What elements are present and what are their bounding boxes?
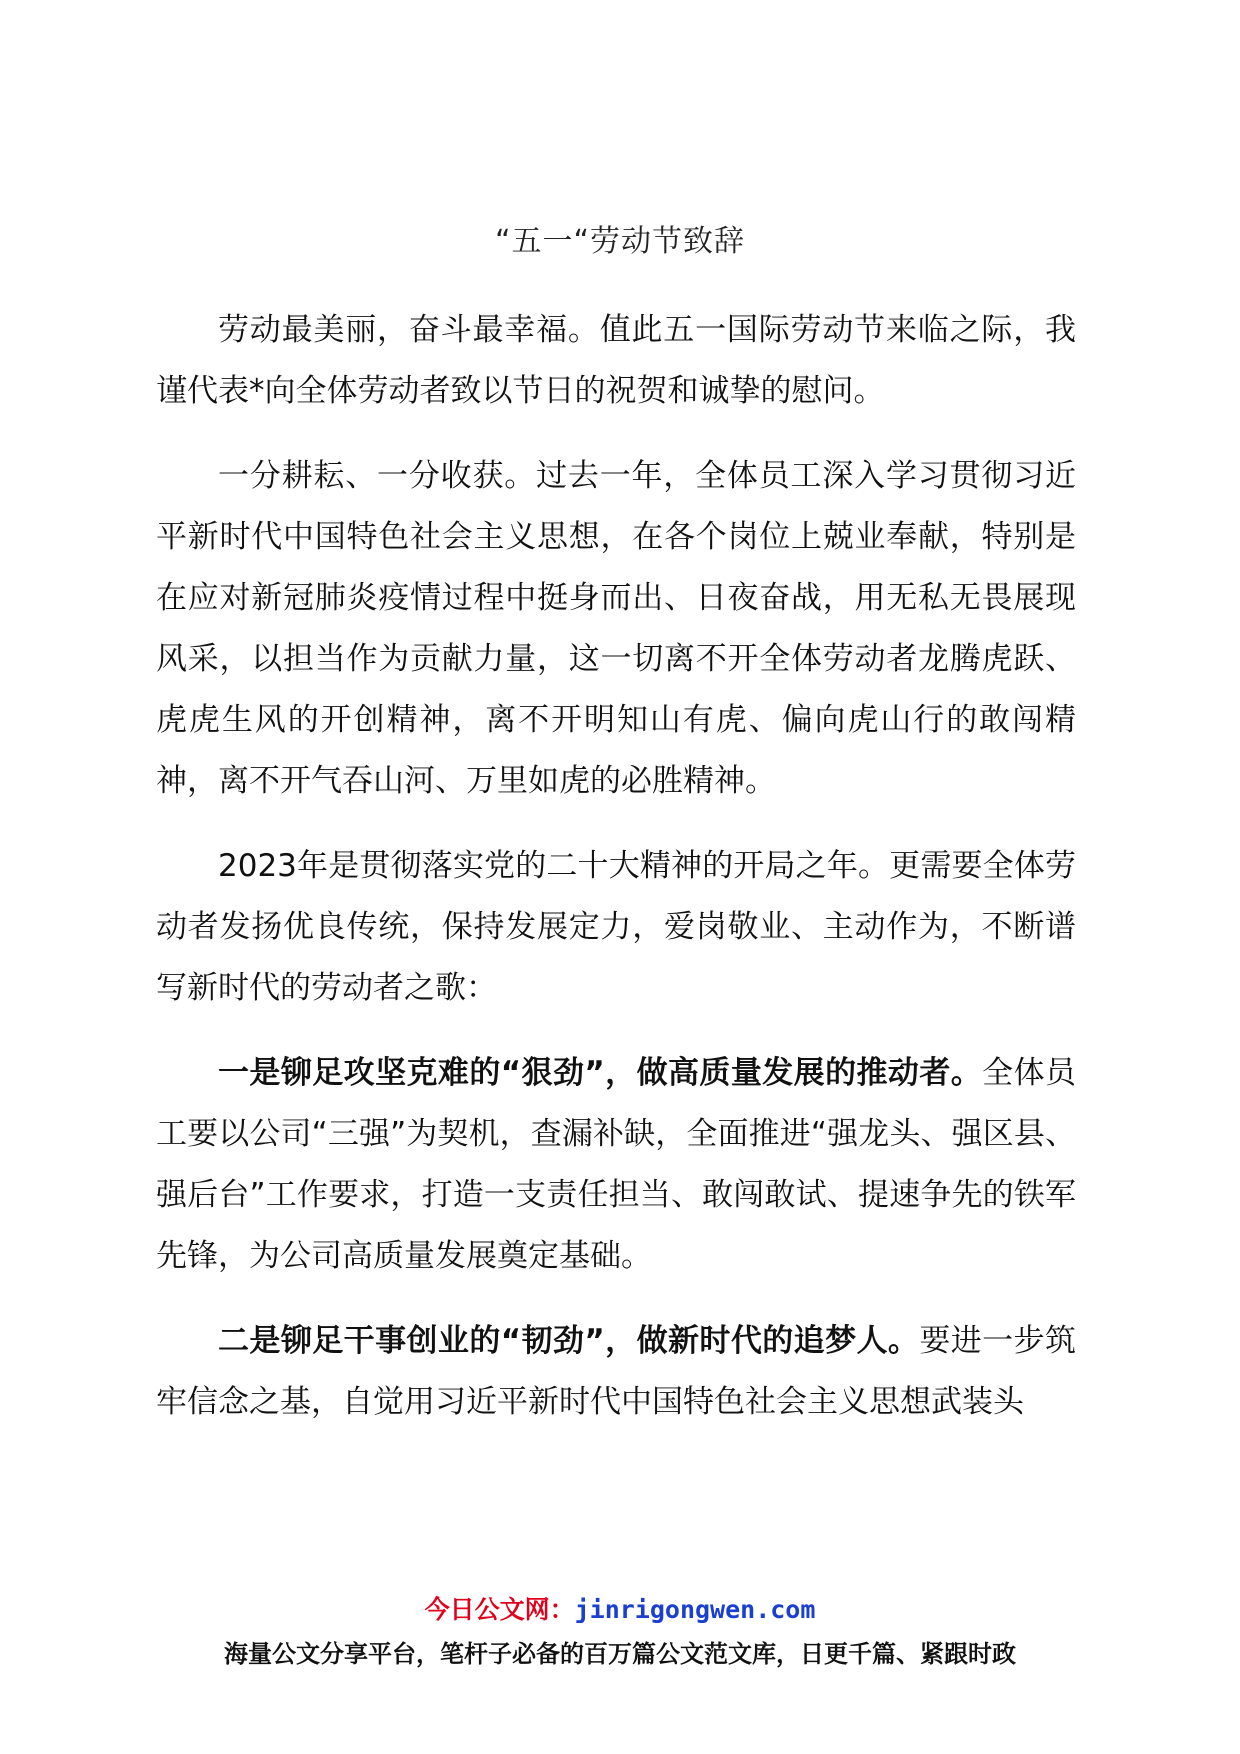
paragraph-text: 2023年是贯彻落实党的二十大精神的开局之年。更需要全体劳动者发扬优良传统，保持发展定力，爱岗敬业、主动作为，不断谱写新时代的劳动者之歌： — [156, 848, 1076, 1006]
footer-slogan: 海量公文分享平台，笔杆子必备的百万篇公文范文库，日更千篇、紧跟时政 — [224, 1640, 1016, 1668]
paragraph-lead-bold: 二是铆足干事创业的“韧劲”，做新时代的追梦人。 — [218, 1323, 920, 1359]
paragraph-text: 劳动最美丽，奋斗最幸福。值此五一国际劳动节来临之际，我谨代表*向全体劳动者致以节日的祝贺和诚挚的慰问。 — [156, 312, 1076, 409]
paragraph-lead-bold: 一是铆足攻坚克难的“狠劲”，做高质量发展的推动者。 — [218, 1055, 983, 1091]
footer-site-name: 今日公文网： — [424, 1595, 575, 1624]
paragraph-text: 要进一步筑牢信念之基，自觉用习近平新时代中国特色社会主义思想武装头 — [156, 1323, 1077, 1420]
footer-site-line — [0, 1594, 1240, 1626]
paragraph-text: 一分耕耘、一分收获。过去一年，全体员工深入学习贯彻习近平新时代中国特色社会主义思想，在各个岗位上兢业奉献，特别是在应对新冠肺炎疫情过程中挺身而出、日夜奋战，用无私无畏展现风采，以担当作为贡献力量，这一切离不开全体劳动者龙腾虎跃、虎虎生风的开创精神，离不开明知山有虎、偏向虎山行的敢闯精神，离不开气吞山河、万里如虎的必胜精神。 — [156, 458, 1076, 799]
paragraph-3 — [156, 836, 1076, 1019]
paragraph-text: 全体员工要以公司“三强”为契机，查漏补缺，全面推进“强龙头、强区县、强后台”工作要求，打造一支责任担当、敢闯敢试、提速争先的铁军先锋，为公司高质量发展奠定基础。 — [156, 1055, 1077, 1274]
footer-site-url[interactable]: jinrigongwen.com — [574, 1595, 816, 1624]
document-title: “五一“劳动节致辞 — [494, 224, 746, 259]
paragraph-4 — [156, 1043, 1076, 1287]
paragraph-5 — [156, 1311, 1076, 1433]
paragraph-2 — [156, 446, 1076, 812]
paragraph-1 — [156, 300, 1076, 422]
document-body — [156, 300, 1076, 1457]
